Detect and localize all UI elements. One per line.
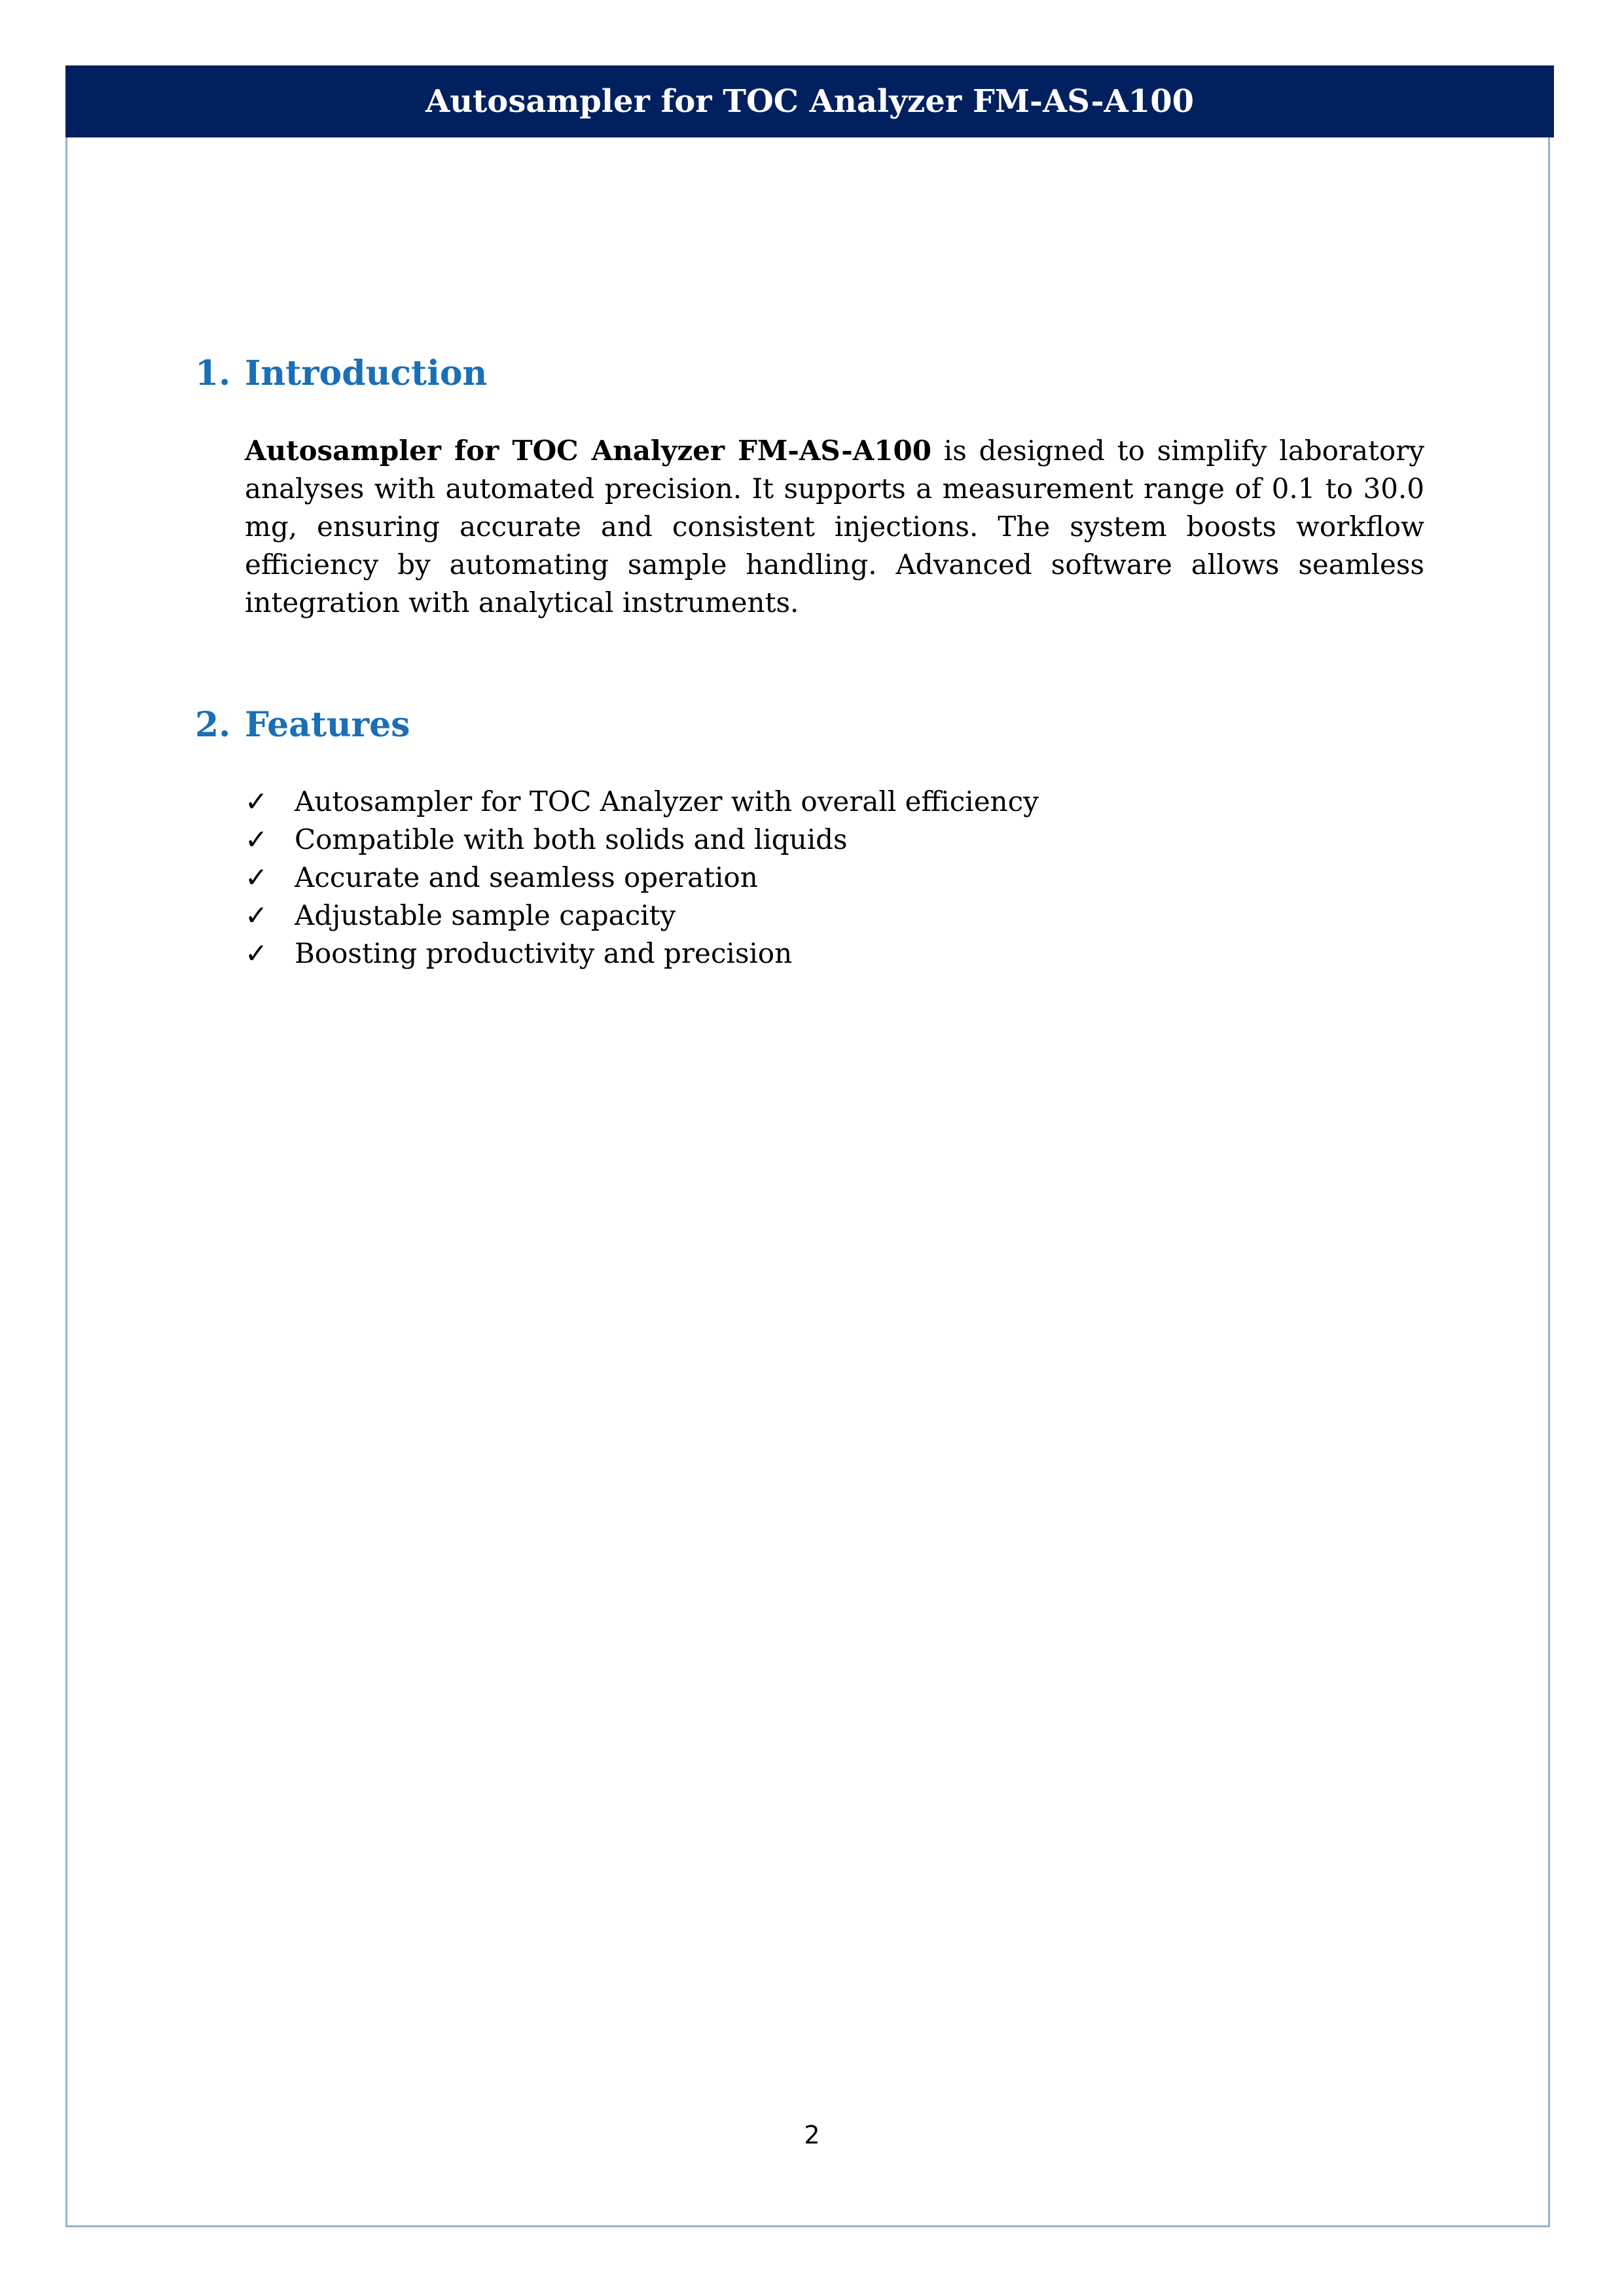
feature-text: Autosampler for TOC Analyzer with overall efficiency	[295, 785, 1039, 817]
section-number: 1.	[195, 353, 231, 393]
feature-text: Boosting productivity and precision	[295, 937, 793, 969]
section-heading-features	[195, 705, 410, 745]
feature-list	[245, 783, 1039, 973]
check-icon: ✓	[245, 785, 268, 817]
list-item	[245, 859, 1039, 897]
section-number: 2.	[195, 705, 231, 745]
list-item	[245, 783, 1039, 821]
list-item	[245, 821, 1039, 859]
check-icon: ✓	[245, 823, 268, 855]
feature-text: Accurate and seamless operation	[295, 861, 758, 893]
section-title: Introduction	[245, 353, 488, 393]
introduction-paragraph	[245, 432, 1424, 622]
feature-text: Adjustable sample capacity	[295, 899, 676, 931]
check-icon: ✓	[245, 861, 268, 893]
check-icon: ✓	[245, 937, 268, 969]
list-item	[245, 897, 1039, 935]
page-number: 2	[804, 2121, 820, 2149]
document-title: Autosampler for TOC Analyzer FM-AS-A100	[425, 83, 1194, 120]
section-heading-introduction	[195, 353, 487, 393]
product-name: Autosampler for TOC Analyzer FM-AS-A100	[245, 435, 931, 467]
introduction-text: is designed to simplify laboratory analyses with automated precision. It supports a measurement range of 0.1 to 30.0 mg, ensuring accurate and consistent injections. The system boosts workflow efficiency by automating sample handling. Advanced software allows seamless integration with analytical instruments.	[245, 435, 1425, 619]
document-title-bar	[65, 65, 1554, 137]
section-title: Features	[245, 705, 410, 745]
feature-text: Compatible with both solids and liquids	[295, 823, 848, 855]
list-item	[245, 935, 1039, 973]
check-icon: ✓	[245, 899, 268, 931]
